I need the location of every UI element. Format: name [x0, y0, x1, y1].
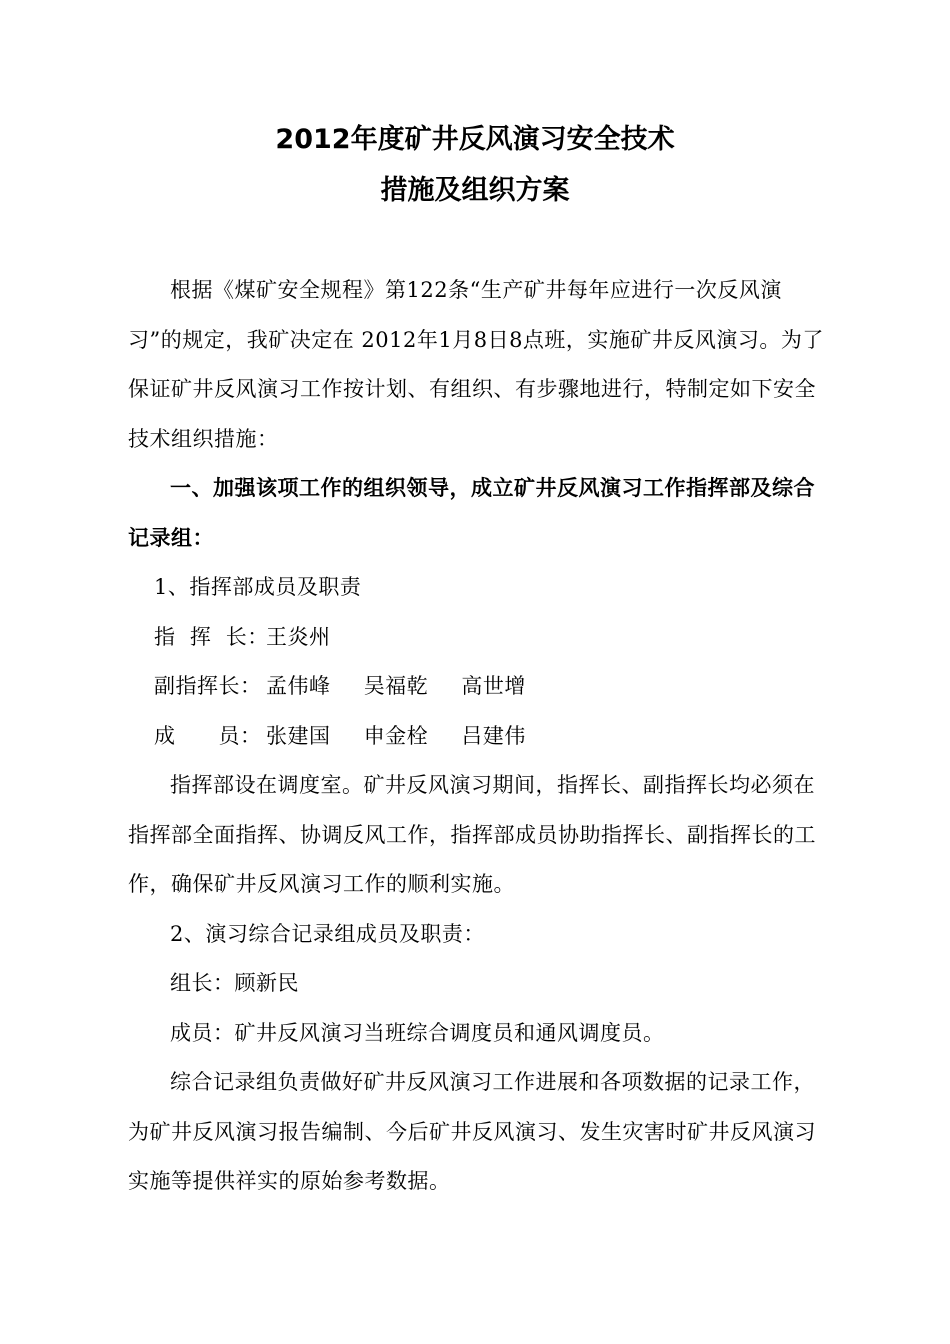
commander-row	[128, 613, 828, 663]
document-title-line-1: 2012年度矿井反风演习安全技术	[275, 124, 675, 155]
commander-name: 王炎州	[266, 624, 331, 649]
section-1-heading: 一、加强该项工作的组织领导，成立矿井反风演习工作指挥部及综合记录组：	[128, 476, 815, 550]
deputy-row	[128, 662, 828, 712]
intro-paragraph: 根据《煤矿安全规程》第122条“生产矿井每年应进行一次反风演习”的规定，我矿决定在 2012年1月8日8点班，实施矿井反风演习。为了保证矿井反风演习工作按计划、有组织、有步骤地进行，特制定如下安全技术组织措施：	[128, 278, 824, 451]
members-names	[266, 712, 552, 762]
deputy-role: 副指挥长：	[154, 674, 262, 698]
deputy-names	[266, 662, 552, 712]
document-title-line-2: 措施及组织方案	[380, 175, 570, 206]
document-body	[128, 266, 828, 1207]
subsection-2-heading: 2、演习综合记录组成员及职责：	[170, 921, 485, 946]
record-group-leader: 组长：顾新民	[170, 971, 299, 995]
deputy-name: 高世增	[461, 674, 526, 698]
members-role: 成 员：	[154, 723, 262, 748]
commander-role: 指 挥 长：	[154, 624, 269, 649]
member-name: 张建国	[266, 723, 331, 748]
record-group-description-paragraph: 综合记录组负责做好矿井反风演习工作进展和各项数据的记录工作，为矿井反风演习报告编制、今后矿井反风演习、发生灾害时矿井反风演习实施等提供祥实的原始参考数据。	[128, 1070, 816, 1193]
deputy-name: 孟伟峰	[266, 674, 331, 698]
member-name: 申金栓	[363, 723, 429, 748]
commander-names	[266, 613, 357, 663]
command-description-paragraph: 指挥部设在调度室。矿井反风演习期间，指挥长、副指挥长均必须在指挥部全面指挥、协调反风工作，指挥部成员协助指挥长、副指挥长的工作，确保矿井反风演习工作的顺利实施。	[128, 773, 816, 896]
members-row	[128, 712, 828, 762]
subsection-1-heading: 1、指挥部成员及职责	[154, 575, 362, 599]
record-group-members: 成员：矿井反风演习当班综合调度员和通风调度员。	[170, 1020, 665, 1045]
member-name: 吕建伟	[461, 723, 526, 748]
deputy-name: 吴福乾	[363, 674, 429, 698]
